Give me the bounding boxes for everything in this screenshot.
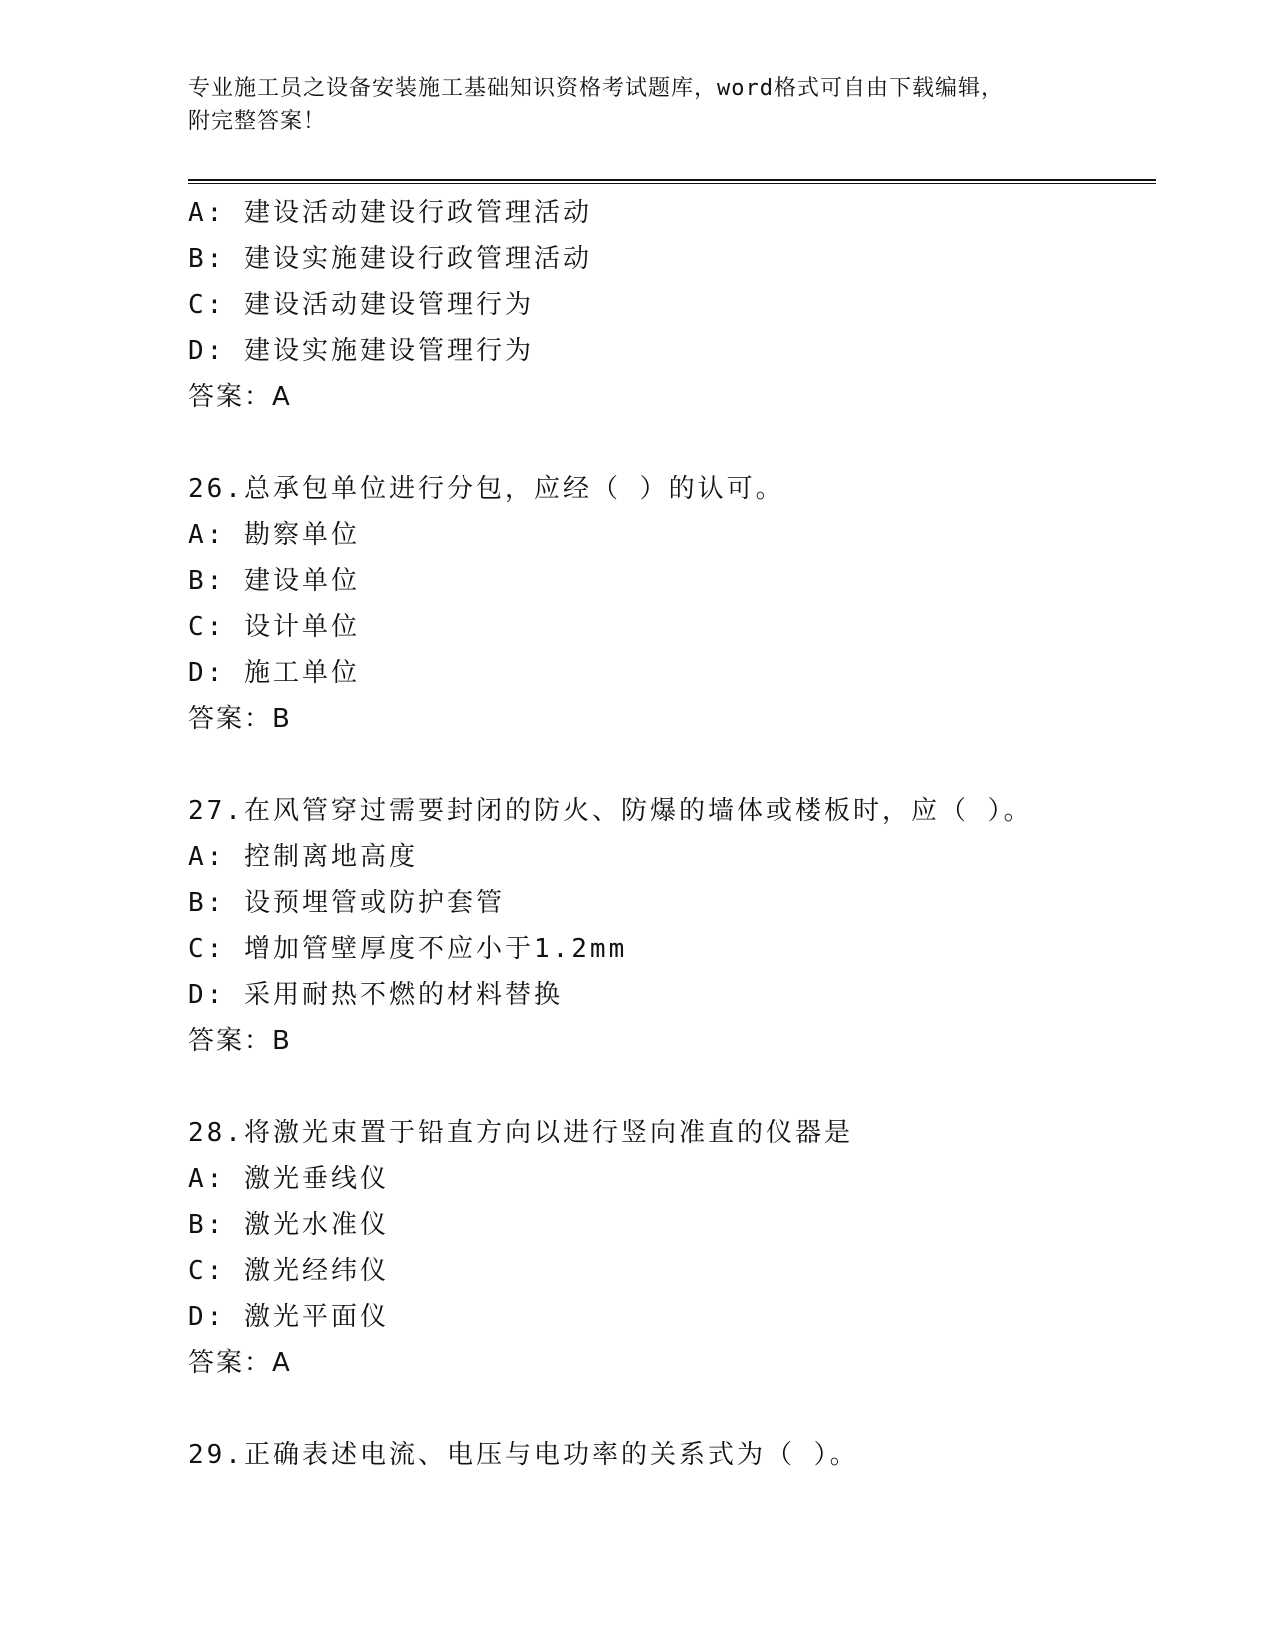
answer-line: 答案：B (188, 1026, 292, 1056)
header-divider-thin (188, 183, 1156, 184)
spacer (188, 420, 1156, 466)
question-text: 29.正确表述电流、电压与电功率的关系式为（ ）。 (188, 1440, 859, 1470)
answer-line: 答案：B (188, 704, 292, 734)
spacer (188, 1386, 1156, 1432)
option-b: B: 建设实施建设行政管理活动 (188, 244, 592, 274)
question-25-block (188, 190, 1156, 420)
option-d: D: 施工单位 (188, 658, 360, 688)
question-29-block (188, 1432, 1156, 1478)
option-a: A: 勘察单位 (188, 520, 360, 550)
option-a: A: 建设活动建设行政管理活动 (188, 198, 592, 228)
option-b: B: 建设单位 (188, 566, 360, 596)
option-b: B: 激光水准仪 (188, 1210, 389, 1240)
option-d: D: 激光平面仪 (188, 1302, 389, 1332)
option-d: D: 采用耐热不燃的材料替换 (188, 980, 563, 1010)
document-header (188, 72, 1088, 138)
answer-line: 答案：A (188, 1348, 292, 1378)
option-c: C: 建设活动建设管理行为 (188, 290, 534, 320)
option-c: C: 增加管壁厚度不应小于1.2mm (188, 934, 628, 964)
question-text: 28.将激光束置于铅直方向以进行竖向准直的仪器是 (188, 1118, 853, 1148)
question-text: 26.总承包单位进行分包，应经（ ）的认可。 (188, 474, 785, 504)
spacer (188, 1064, 1156, 1110)
option-c: C: 激光经纬仪 (188, 1256, 389, 1286)
option-b: B: 设预埋管或防护套管 (188, 888, 505, 918)
question-27-block (188, 788, 1156, 1064)
question-list (188, 190, 1156, 1478)
option-a: A: 控制离地高度 (188, 842, 418, 872)
question-26-block (188, 466, 1156, 742)
option-c: C: 设计单位 (188, 612, 360, 642)
option-a: A: 激光垂线仪 (188, 1164, 389, 1194)
question-28-block (188, 1110, 1156, 1386)
header-title-line-1: 专业施工员之设备安装施工基础知识资格考试题库，word格式可自由下载编辑， (188, 76, 1004, 101)
question-text: 27.在风管穿过需要封闭的防火、防爆的墙体或楼板时，应（ ）。 (188, 796, 1033, 826)
header-title-line-2: 附完整答案！ (188, 109, 327, 134)
header-divider-thick (188, 179, 1156, 181)
spacer (188, 742, 1156, 788)
option-d: D: 建设实施建设管理行为 (188, 336, 534, 366)
answer-line: 答案：A (188, 382, 292, 412)
